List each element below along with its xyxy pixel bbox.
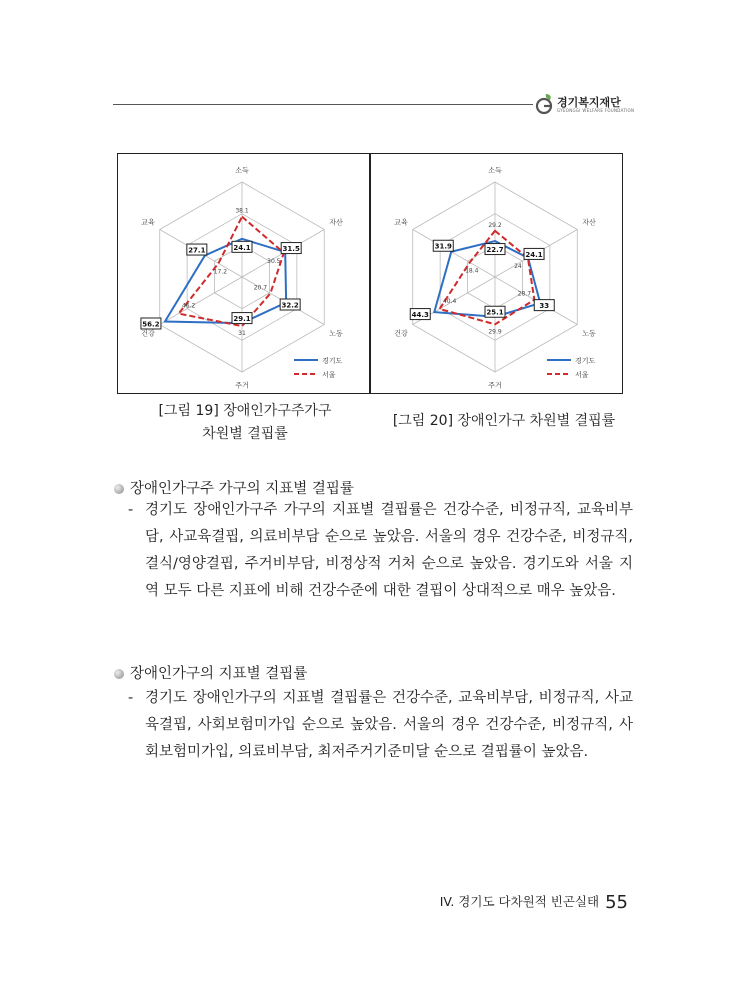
- data-label-gyeonggi-2: 33: [539, 302, 550, 311]
- data-label-seoul-0: 38.1: [235, 207, 249, 215]
- page-number: 55: [605, 892, 628, 913]
- figure-19-svg: [118, 154, 369, 393]
- section-2-heading-text: 장애인가구의 지표별 결핍률: [130, 666, 308, 682]
- data-label-gyeonggi-4: 56.2: [142, 320, 160, 329]
- data-label-gyeonggi-2: 32.2: [281, 301, 299, 310]
- axis-label-3: 주거: [488, 381, 502, 390]
- data-label-seoul-1: 30.5: [267, 257, 281, 265]
- section-1-heading: [114, 477, 354, 498]
- logo-subtitle: GYEONGGI WELFARE FOUNDATION: [557, 108, 635, 113]
- data-label-gyeonggi-0: 22.7: [486, 246, 504, 255]
- dash-marker: -: [128, 502, 134, 518]
- bullet-icon: [114, 669, 124, 679]
- data-label-seoul-3: 29.9: [488, 328, 502, 336]
- section-2-body: 경기도 장애인가구의 지표별 결핍률은 건강수준, 교육비부담, 비정규직, 사교육결핍, 사회보험미가입 순으로 높았음. 서울의 경우 건강수준, 비정규직, 사회보험미가입, 의료비부담, 최저주거기준미달 순으로 결핍률이 높았음.: [145, 690, 633, 760]
- axis-label-2: 노동: [582, 329, 596, 338]
- section-1-heading-text: 장애인가구주 가구의 지표별 결핍률: [130, 481, 354, 497]
- axis-label-3: 주거: [235, 381, 249, 390]
- foundation-logo: [535, 92, 645, 118]
- data-label-gyeonggi-5: 27.1: [188, 246, 206, 255]
- figure-19-radar-chart: [117, 153, 370, 394]
- footer-chapter: IV. 경기도 다차원적 빈곤실태: [439, 894, 600, 909]
- data-label-gyeonggi-5: 31.9: [434, 242, 452, 251]
- legend-label-1: 서울: [575, 371, 589, 379]
- axis-label-5: 교육: [394, 218, 408, 227]
- section-2-paragraph: [128, 685, 633, 766]
- logo-name: 경기복지재단: [557, 96, 621, 109]
- data-label-gyeonggi-1: 31.5: [282, 245, 300, 254]
- axis-label-4: 건강: [394, 329, 408, 338]
- data-label-seoul-5: 18.4: [465, 267, 479, 275]
- section-1-body: 경기도 장애인가구주 가구의 지표별 결핍률은 건강수준, 비정규직, 교육비부담, 사교육결핍, 의료비부담 순으로 높았음. 서울의 경우 건강수준, 비정규직, 결식/영양결핍, 주거비부담, 비정상적 거처 순으로 높았음. 경기도와 서울 지역 모두 다른 지표에 비해 건강수준에 대한 결핍이 상대적으로 매우 높았음.: [145, 502, 633, 599]
- data-label-seoul-4: 46.2: [181, 302, 196, 310]
- data-label-seoul-5: 17.2: [213, 268, 228, 276]
- legend-label-0: 경기도: [575, 357, 596, 365]
- grid-spoke: [413, 230, 495, 278]
- axis-label-0: 소득: [235, 166, 249, 175]
- section-2-heading: [114, 662, 307, 683]
- figure-19-caption-line2: 차원별 결핍률: [202, 426, 288, 442]
- dash-marker: -: [128, 690, 134, 706]
- data-label-seoul-0: 29.2: [488, 221, 502, 229]
- legend-label-1: 서울: [322, 371, 336, 379]
- logo-icon: [535, 92, 555, 116]
- bullet-icon: [114, 484, 124, 494]
- figure-20-radar-chart: [370, 153, 623, 394]
- data-label-seoul-4: 40.4: [442, 297, 457, 305]
- data-label-seoul-2: 28.7: [517, 290, 532, 298]
- figure-20-caption: [그림 20] 장애인가구 차원별 결핍률: [392, 413, 616, 429]
- data-label-gyeonggi-0: 24.1: [233, 243, 251, 252]
- data-label-seoul-1: 24: [514, 263, 522, 270]
- axis-label-5: 교육: [141, 218, 155, 227]
- data-label-gyeonggi-1: 24.1: [525, 250, 543, 259]
- data-label-seoul-3: 31: [238, 330, 246, 338]
- axis-label-1: 자산: [329, 218, 343, 227]
- axis-label-0: 소득: [488, 166, 502, 175]
- legend-label-0: 경기도: [322, 357, 343, 365]
- data-label-seoul-2: 20.7: [253, 284, 268, 292]
- figure-20-svg: [371, 154, 622, 393]
- data-label-gyeonggi-4: 44.3: [411, 311, 429, 320]
- axis-label-1: 자산: [582, 218, 596, 227]
- data-label-gyeonggi-3: 29.1: [233, 315, 251, 324]
- section-1-paragraph: [128, 497, 633, 605]
- axis-label-2: 노동: [329, 329, 343, 338]
- figure-19-caption: [125, 400, 365, 446]
- header-rule: [113, 104, 533, 105]
- page-footer: [440, 892, 628, 913]
- figure-19-caption-line1: [그림 19] 장애인가구주가구: [158, 403, 332, 419]
- data-label-gyeonggi-3: 25.1: [486, 308, 504, 317]
- axis-label-4: 건강: [141, 329, 155, 338]
